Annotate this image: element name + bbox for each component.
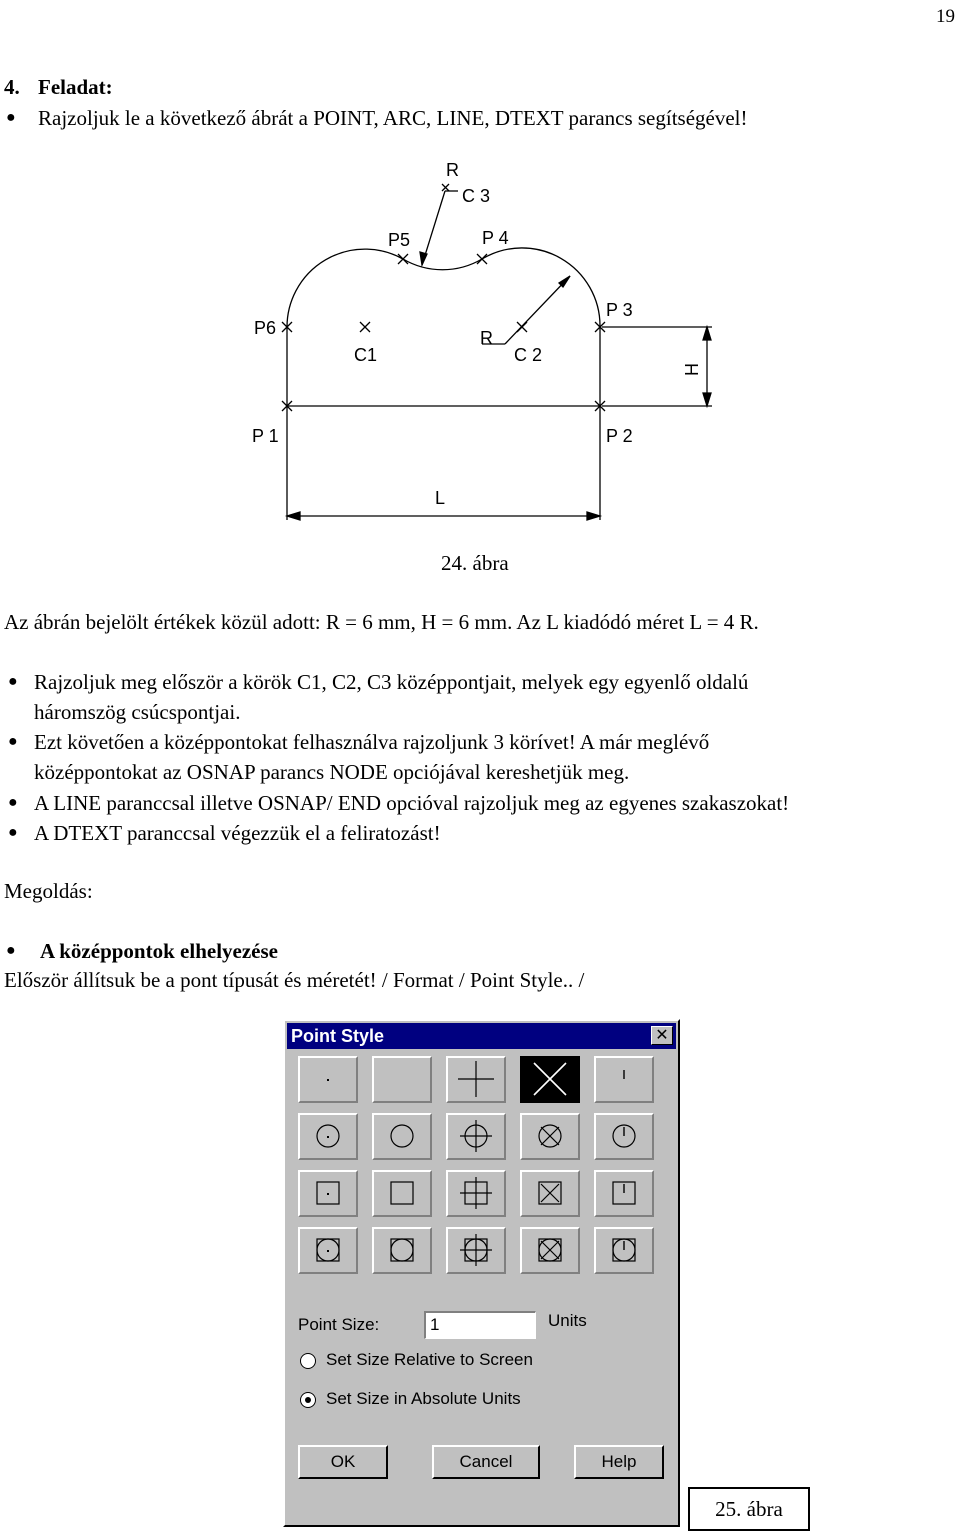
point-style-circsq-icon <box>374 1229 430 1272</box>
step-1-line2: háromszög csúcspontjai. <box>34 700 241 724</box>
point-style-option-tick[interactable] <box>594 1056 654 1103</box>
intro-text: Rajzoljuk le a következő ábrát a POINT, ARC, LINE, DTEXT parancs segítségével! <box>38 106 748 130</box>
point-style-circsq-tick-icon <box>596 1229 652 1272</box>
label-r-top: R <box>446 160 459 180</box>
point-style-option-circle-dot[interactable] <box>298 1113 358 1160</box>
exercise-number: 4. <box>4 75 20 99</box>
radio-absolute[interactable] <box>300 1392 316 1408</box>
label-c2: C 2 <box>514 345 543 365</box>
point-style-tick-icon <box>596 1058 652 1101</box>
close-button[interactable] <box>651 1026 673 1045</box>
point-style-option-circle[interactable] <box>372 1113 432 1160</box>
point-style-plus-icon <box>448 1058 504 1101</box>
exercise-title: Feladat: <box>38 75 113 99</box>
radio-absolute-label: Set Size in Absolute Units <box>326 1389 521 1408</box>
point-style-circsq-dot-icon <box>300 1229 356 1272</box>
point-style-option-circsq-tick[interactable] <box>594 1227 654 1274</box>
point-style-option-none[interactable] <box>372 1056 432 1103</box>
label-l: L <box>435 488 446 508</box>
figure-25-caption: 25. ábra <box>688 1487 810 1531</box>
point-style-option-square-tick[interactable] <box>594 1170 654 1217</box>
point-size-label: Point Size: <box>298 1315 380 1334</box>
radio-relative[interactable] <box>300 1353 316 1369</box>
bullet-icon: ● <box>8 794 18 811</box>
subheading: A középpontok elhelyezése <box>40 939 278 963</box>
bullet-icon: ● <box>8 673 18 690</box>
point-style-option-circsq-plus[interactable] <box>446 1227 506 1274</box>
units-label: Units <box>548 1311 587 1330</box>
label-h: H <box>682 363 702 376</box>
label-r-mid: R <box>480 328 493 348</box>
point-style-option-circsq-dot[interactable] <box>298 1227 358 1274</box>
label-p4: P 4 <box>482 228 509 248</box>
step-2-line1: Ezt követően a középpontokat felhasználva rajzoljunk 3 körívet! A már meglévő <box>34 730 710 754</box>
point-style-option-cross[interactable] <box>520 1056 580 1103</box>
label-p1: P 1 <box>252 426 279 446</box>
bullet-icon: ● <box>6 109 16 126</box>
point-style-circle-cross-icon <box>522 1115 578 1158</box>
solution-label: Megoldás: <box>4 879 93 903</box>
radio-relative-label: Set Size Relative to Screen <box>326 1350 533 1369</box>
point-style-square-plus-icon <box>448 1172 504 1215</box>
point-style-dot-icon <box>300 1058 356 1101</box>
given-values: Az ábrán bejelölt értékek közül adott: R = 6 mm, H = 6 mm. Az L kiadódó méret L = 4 R. <box>4 610 759 634</box>
point-style-option-dot[interactable] <box>298 1056 358 1103</box>
bullet-icon: ● <box>8 733 18 750</box>
step-1-line1: Rajzoljuk meg először a körök C1, C2, C3 középpontjait, melyek egy egyenlő oldalú <box>34 670 749 694</box>
point-style-dialog <box>283 1019 680 1527</box>
label-p6: P6 <box>254 318 277 338</box>
point-style-option-circle-cross[interactable] <box>520 1113 580 1160</box>
radio-selected-dot <box>305 1397 311 1403</box>
point-style-circle-plus-icon <box>448 1115 504 1158</box>
point-style-circle-dot-icon <box>300 1115 356 1158</box>
step-4-line1: A DTEXT paranccsal végezzük el a feliratozást! <box>34 821 441 845</box>
label-c1: C1 <box>354 345 378 365</box>
point-style-cross-icon <box>522 1058 578 1101</box>
point-style-option-square-plus[interactable] <box>446 1170 506 1217</box>
label-p3: P 3 <box>606 300 633 320</box>
point-style-square-dot-icon <box>300 1172 356 1215</box>
point-size-input[interactable]: 1 <box>424 1311 536 1339</box>
bullet-icon: ● <box>6 942 16 959</box>
point-style-option-circle-plus[interactable] <box>446 1113 506 1160</box>
help-button[interactable]: Help <box>574 1445 664 1479</box>
figure-24-drawing <box>230 150 730 530</box>
label-c3: C 3 <box>462 186 491 206</box>
close-icon: ✕ <box>655 1027 669 1044</box>
cancel-button[interactable]: Cancel <box>432 1445 540 1479</box>
point-style-square-icon <box>374 1172 430 1215</box>
figure-24-caption: 24. ábra <box>441 551 509 575</box>
point-style-circle-icon <box>374 1115 430 1158</box>
point-style-option-circsq-cross[interactable] <box>520 1227 580 1274</box>
ok-button[interactable]: OK <box>298 1445 388 1479</box>
page-number: 19 <box>936 6 955 27</box>
point-style-none-icon <box>374 1058 430 1101</box>
bullet-icon: ● <box>8 824 18 841</box>
point-style-option-plus[interactable] <box>446 1056 506 1103</box>
point-style-option-square-cross[interactable] <box>520 1170 580 1217</box>
label-p2: P 2 <box>606 426 633 446</box>
dialog-title: Point Style <box>291 1026 385 1046</box>
label-p5: P5 <box>388 230 411 250</box>
point-style-circle-tick-icon <box>596 1115 652 1158</box>
point-style-option-circle-tick[interactable] <box>594 1113 654 1160</box>
step-2-line2: középpontokat az OSNAP parancs NODE opciójával kereshetjük meg. <box>34 760 630 784</box>
point-style-circsq-cross-icon <box>522 1229 578 1272</box>
dialog-titlebar[interactable] <box>287 1023 676 1049</box>
point-style-option-circsq[interactable] <box>372 1227 432 1274</box>
instruction: Először állítsuk be a pont típusát és méretét! / Format / Point Style.. / <box>4 968 585 992</box>
step-3-line1: A LINE paranccsal illetve OSNAP/ END opcióval rajzoljuk meg az egyenes szakaszokat! <box>34 791 790 815</box>
point-style-circsq-plus-icon <box>448 1229 504 1272</box>
point-style-option-square[interactable] <box>372 1170 432 1217</box>
point-style-square-cross-icon <box>522 1172 578 1215</box>
point-style-square-tick-icon <box>596 1172 652 1215</box>
point-style-option-square-dot[interactable] <box>298 1170 358 1217</box>
